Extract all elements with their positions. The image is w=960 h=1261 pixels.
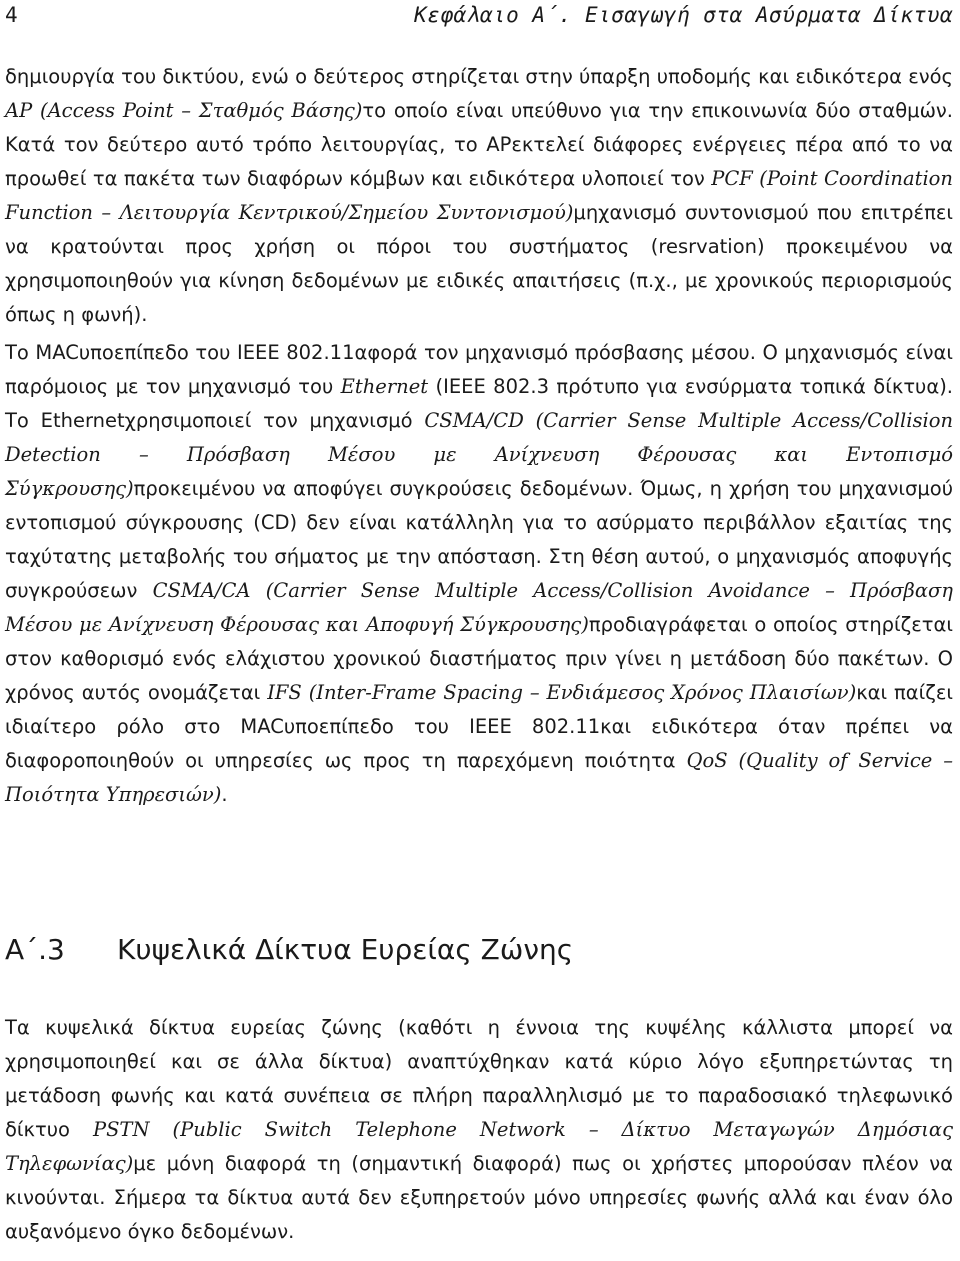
italic-term: CSMA/CA (Carrier Sense Multiple Access/Collision Avoidance – Πρόσβαση Μέσου με Ανίχνευση Φέρουσας και Αποφυγή Σύγκρουσης): [5, 579, 953, 636]
paragraph-wlan-modes: [5, 60, 953, 332]
italic-term: Ethernet: [340, 375, 429, 398]
section-heading: [5, 930, 953, 970]
italic-term: AP (Access Point – Σταθμός Βάσης): [5, 99, 363, 122]
italic-term: QoS (Quality of Service – Ποιότητα Υπηρεσιών): [5, 749, 953, 806]
running-header: [5, 0, 953, 30]
text-run: .: [221, 783, 228, 806]
text-run: μηχανισμό συντονισμού που επιτρέπει να κρατούνται προς χρήση οι πόροι του συστήματος (resrvation) προκειμένου να χρησιμοποιηθούν για κίνηση δεδομένων με ειδικές απαιτήσεις (π.χ., με χρονικούς περιορισμούς όπως η φωνή).: [5, 201, 953, 326]
text-run: Τα κυψελικά δίκτυα ευρείας ζώνης (καθότι η έννοια της κυψέλης κάλλιστα μπορεί να χρησιμοποιηθεί και σε άλλα δίκτυα) αναπτύχθηκαν κατά κύριο λόγο εξυπηρετώντας τη μετάδοση φωνής και κατά συνέπεια σε πλήρη παραλληλισμό με το παραδοσιακό τηλεφωνικό δίκτυο: [5, 1016, 953, 1141]
italic-term: PSTN (Public Switch Telephone Network – Δίκτυο Μεταγωγών Δημόσιας Τηλεφωνίας): [5, 1118, 953, 1175]
section-title: Κυψελικά Δίκτυα Ευρείας Ζώνης: [117, 933, 574, 966]
section-body: [5, 1011, 953, 1249]
chapter-title: Κεφάλαιο Α΄. Εισαγωγή στα Ασύρματα Δίκτυα: [414, 3, 953, 27]
text-run: Το MACυποεπίπεδο του IEEE 802.11αφορά τον μηχανισμό πρόσβασης μέσου. Ο μηχανισμός είναι παρόμοιος με τον μηχανισμό του: [5, 341, 953, 398]
text-run: προδιαγράφεται ο οποίος στηρίζεται στον καθορισμό ενός ελάχιστου χρονικού διαστήματος πριν γίνει η μετάδοση δύο πακέτων. Ο χρόνος αυτός ονομάζεται: [5, 613, 953, 704]
italic-term: IFS (Inter-Frame Spacing – Ενδιάμεσος Χρόνος Πλαισίων): [267, 681, 857, 704]
italic-term: PCF (Point Coordination Function – Λειτουργία Κεντρικού/Σημείου Συντονισμού): [5, 167, 953, 224]
paragraph-cellular-networks: [5, 1011, 953, 1249]
body-text: [5, 60, 953, 812]
text-run: (IEEE 802.3 πρότυπο για ενσύρματα τοπικά δίκτυα). Το Ethernetχρησιμοποιεί τον μηχανισμό: [5, 375, 953, 432]
paragraph-mac-sublayer: [5, 336, 953, 812]
page-number: 4: [5, 3, 18, 27]
text-run: δημιουργία του δικτύου, ενώ ο δεύτερος στηρίζεται στην ύπαρξη υποδομής και ειδικότερα ενός: [5, 65, 953, 88]
text-run: προκειμένου να αποφύγει συγκρούσεις δεδομένων. Όμως, η χρήση του μηχανισμού εντοπισμού σύγκρουσης (CD) δεν είναι κατάλληλη για το ασύρματο περιβάλλον εξαιτίας της ταχύτατης μεταβολής του σήματος με την απόσταση. Στη θέση αυτού, ο μηχανισμός αποφυγής συγκρούσεων: [5, 477, 953, 602]
text-run: και παίζει ιδιαίτερο ρόλο στο MACυποεπίπεδο του IEEE 802.11και ειδικότερα όταν πρέπει να διαφοροποιηθούν οι υπηρεσίες ως προς τη παρεχόμενη ποιότητα: [5, 681, 953, 772]
section-number: Α΄.3: [5, 933, 65, 966]
text-run: με μόνη διαφορά τη (σημαντική διαφορά) πως οι χρήστες μπορούσαν πλέον να κινούνται. Σήμερα τα δίκτυα αυτά δεν εξυπηρετούν μόνο υπηρεσίες φωνής αλλά και έναν όλο αυξανόμενο όγκο δεδομένων.: [5, 1152, 953, 1243]
italic-term: CSMA/CD (Carrier Sense Multiple Access/Collision Detection – Πρόσβαση Μέσου με Ανίχνευση Φέρουσας και Εντοπισμό Σύγκρουσης): [5, 409, 953, 500]
text-run: το οποίο είναι υπεύθυνο για την επικοινωνία δύο σταθμών. Κατά τον δεύτερο αυτό τρόπο λειτουργίας, το APεκτελεί διάφορες ενέργειες πέρα από το να προωθεί τα πακέτα των διαφόρων κόμβων και ειδικότερα υλοποιεί τον: [5, 99, 953, 190]
